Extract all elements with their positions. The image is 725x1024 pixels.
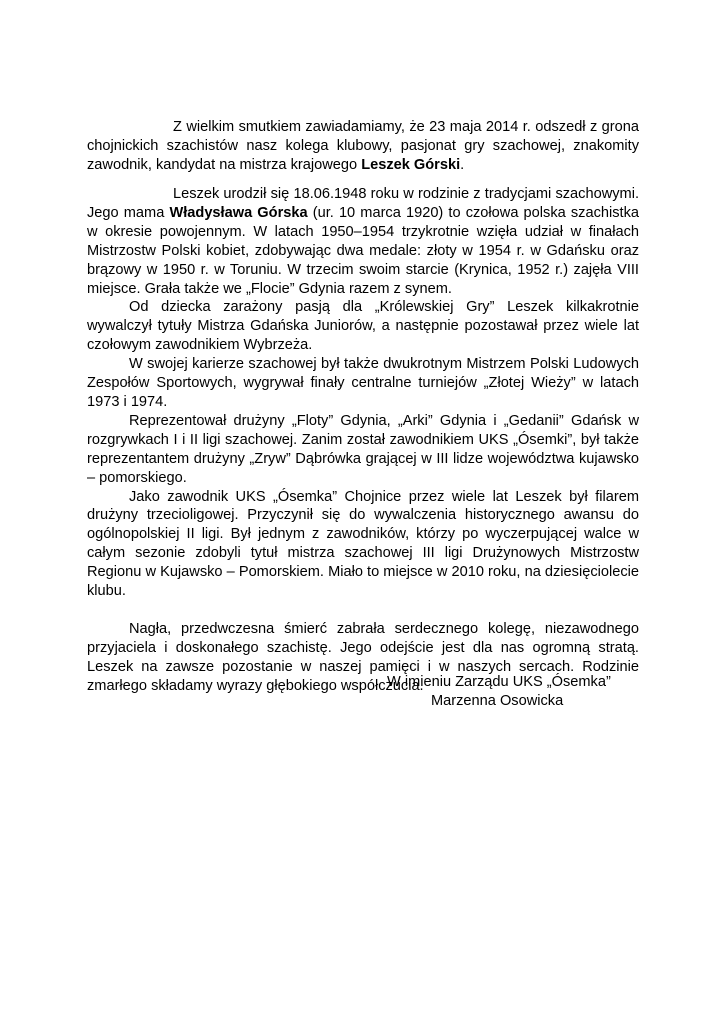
biography-section [87, 185, 639, 695]
paragraph-teams: Reprezentował drużyny „Floty” Gdynia, „Arki” Gdynia i „Gedanii” Gdańsk w rozgrywkach I i II ligi szachowej. Zanim został zawodnikiem UKS „Ósemki”, był także reprezentantem drużyny „Zryw” Dąbrówka grającej w III lidze województwa kujawsko – pomorskiego. [87, 412, 639, 486]
paragraph-announcement: Z wielkim smutkiem zawiadamiamy, że 23 maja 2014 r. odszedł z grona chojnickich szachistów nasz kolega klubowy, pasjonat gry szachowej, znakomity zawodnik, kandydat na mistrza krajowego Leszek Górski. [87, 119, 639, 173]
paragraph-condolences: Nagła, przedwczesna śmierć zabrała serdecznego kolegę, niezawodnego przyjaciela i doskonałego szachistę. Jego odejście jest dla nas ogromną stratą. Leszek na zawsze pozostanie w naszej pamięci i w naszych sercach. Rodzinie zmarłego składamy wyrazy głębokiego współczucia. [87, 620, 639, 694]
opening-section [87, 118, 639, 175]
signature-block [385, 673, 625, 711]
paragraph-club: Jako zawodnik UKS „Ósemka” Chojnice przez wiele lat Leszek był filarem drużyny trzecioligowej. Przyczynił się do wywalczenia historycznego awansu do ogólnopolskiej II ligi. Był jednym z zawodników, którzy po wyczerpującej walce w całym sezonie zdobyli tytuł mistrza szachowej III ligi Drużynowych Mistrzostw Regionu w Kujawsko – Pomorskiem. Miało to miejsce w 2010 roku, na dziesięciolecie klubu. [87, 488, 639, 600]
deceased-name: Leszek Górski [361, 156, 461, 173]
signature-name: Marzenna Osowicka [431, 692, 564, 709]
paragraph-youth: Od dziecka zarażony pasją dla „Królewskiej Gry” Leszek kilkakrotnie wywalczył tytuły Mistrza Gdańska Juniorów, a następnie pozostawał przez wiele lat czołowym zawodnikiem Wybrzeża. [87, 299, 639, 354]
paragraph-family: Leszek urodził się 18.06.1948 roku w rodzinie z tradycjami szachowymi. Jego mama Władysława Górska (ur. 10 marca 1920) to czołowa polska szachistka w okresie powojennym. W latach 1950–1954 trzykrotnie wzięła udział w finałach Mistrzostw Polski kobiet, zdobywając dwa medale: złoty w 1954 r. w Gdańsku oraz brązowy w 1950 r. w Toruniu. W trzecim swoim starcie (Krynica, 1952 r.) zajęła VIII miejsce. Grała także we „Flocie” Gdynia razem z synem. [87, 186, 639, 297]
signature-on-behalf: W imieniu Zarządu UKS „Ósemka” [387, 674, 611, 690]
mother-name: Władysława Górska [169, 204, 308, 221]
paragraph-career: W swojej karierze szachowej był także dwukrotnym Mistrzem Polski Ludowych Zespołów Sportowych, wygrywał finały centralne turniejów „Złotej Wieży” w latach 1973 i 1974. [87, 356, 639, 410]
